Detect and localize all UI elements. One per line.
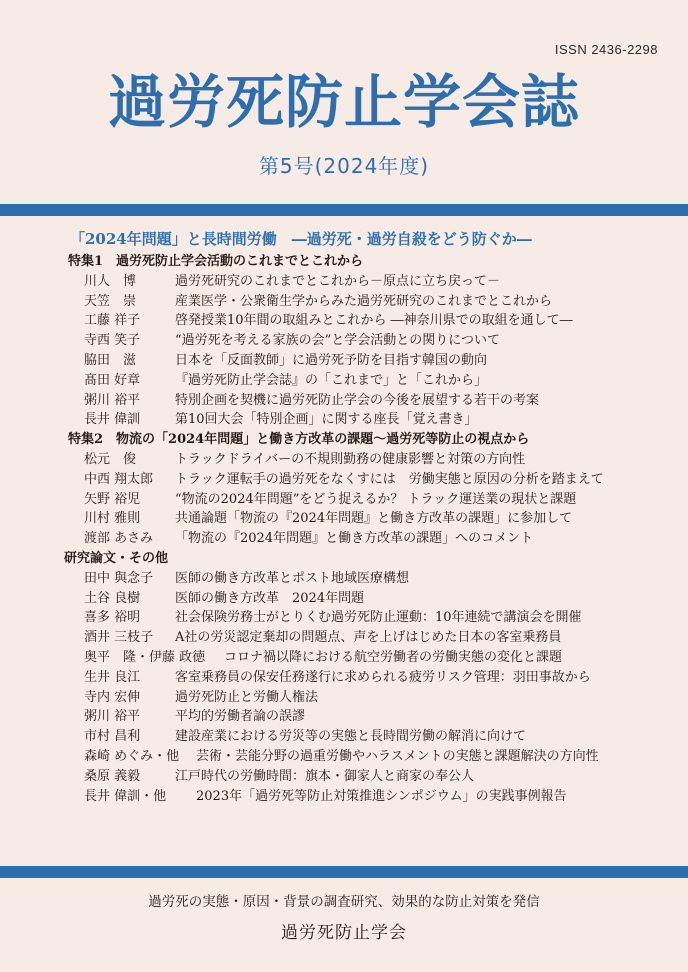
toc-item <box>60 292 670 312</box>
toc-article-title: 過労死研究のこれまでとこれから－原点に立ち戻って－ <box>175 273 501 289</box>
toc-item <box>60 509 670 529</box>
toc-author: 渡部 あさみ <box>84 531 154 547</box>
top-divider-band <box>0 204 688 216</box>
section-heading-feature-2: 特集2 物流の「2024年問題」と働き方改革の課題～過労死等防止の視点から <box>68 432 530 448</box>
toc-article-title: トラックドライバーの不規則勤務の健康影響と対策の方向性 <box>175 451 526 467</box>
toc-item <box>60 410 670 430</box>
toc-author: 喜多 裕明 <box>84 610 141 626</box>
toc-author: 酒井 三枝子 <box>84 630 154 646</box>
toc-item <box>60 787 670 807</box>
toc-item <box>60 450 670 470</box>
toc-item <box>60 589 670 609</box>
toc-item <box>60 529 670 549</box>
toc-article-title: “物流の2024年問題”をどう捉えるか？ トラック運送業の現状と課題 <box>175 491 577 507</box>
toc-article-title: 日本を「反面教師」に過労死予防を目指す韓国の動向 <box>175 352 488 368</box>
toc-author: 市村 昌利 <box>84 729 141 745</box>
toc-article-title: 医師の働き方改革とポスト地域医療構想 <box>175 570 410 586</box>
toc-item <box>60 688 670 708</box>
toc-author: 長井 偉訓 <box>84 412 141 428</box>
toc-article-title: 建設産業における労災等の実態と長時間労働の解消に向けて <box>175 729 527 745</box>
toc-article-title: 共通論題「物流の『2024年問題』と働き方改革の課題」に参加して <box>175 511 573 527</box>
toc-item <box>60 628 670 648</box>
toc-item <box>60 569 670 589</box>
toc-article-title: 産業医学・公衆衛生学からみた過労死研究のこれまでとこれから <box>175 293 553 309</box>
toc-article-title: 医師の働き方改革 2024年問題 <box>175 590 365 606</box>
toc-author: 森崎 めぐみ・他 <box>84 748 180 764</box>
toc-author: 粥川 裕平 <box>84 709 141 725</box>
toc-author: 松元 俊 <box>84 451 137 467</box>
toc-article-title: 過労死防止と労働人権法 <box>175 689 319 705</box>
toc-author: 中西 翔太郎 <box>84 471 154 487</box>
feature-headline: 「2024年問題」と長時間労働 ―過労死・過労自殺をどう防ぐか― <box>70 230 532 248</box>
issue-number: 第5号(2024年度) <box>258 154 430 178</box>
toc-item <box>60 470 670 490</box>
toc-article-title: 2023年「過労死等防止対策推進シンポジウム」の実践事例報告 <box>196 788 567 804</box>
toc-author: 生井 良江 <box>84 669 141 685</box>
section-heading-research: 研究論文・その他 <box>64 550 169 566</box>
toc-author: 矢野 裕児 <box>84 491 141 507</box>
toc-article-title: 社会保険労務士がとりくむ過労死防止運動：10年連続で講演会を開催 <box>175 610 582 626</box>
toc-author: 田中 與念子 <box>84 570 154 586</box>
toc-article-title: A社の労災認定棄却の問題点、声を上げはじめた日本の客室乗務員 <box>175 630 562 646</box>
toc-author: 粥川 裕平 <box>84 392 141 408</box>
toc-item <box>60 707 670 727</box>
toc-item <box>60 648 670 668</box>
toc-author: 寺内 宏伸 <box>84 689 141 705</box>
toc-article-title: 第10回大会「特別企画」に関する座長「覚え書き」 <box>175 412 478 428</box>
toc-item <box>60 727 670 747</box>
toc-author: 桑原 義毅 <box>84 768 141 784</box>
toc-item <box>60 272 670 292</box>
toc-author: 髙田 好章 <box>84 372 141 388</box>
toc-article-title: 客室乗務員の保安任務遂行に求められる疲労リスク管理：羽田事故から <box>175 669 591 685</box>
toc-author: 川村 雅則 <box>84 511 141 527</box>
toc-article-title: 芸術・芸能分野の過重労働やハラスメントの実態と課題解決の方向性 <box>196 748 599 764</box>
footer-tagline: 過労死の実態・原因・背景の調査研究、効果的な防止対策を発信 <box>148 894 540 910</box>
bottom-divider-band <box>0 866 688 878</box>
toc-article-title: 江戸時代の労働時間：旗本・御家人と商家の奉公人 <box>175 768 475 784</box>
toc-article-title: 平均的労働者論の誤謬 <box>175 709 306 725</box>
toc-author: 川人 博 <box>84 273 137 289</box>
toc-article-title: 啓発授業10年間の取組みとこれから ―神奈川県での取組を通して― <box>175 313 573 329</box>
toc-author: 奥平 隆・伊藤 政徳 <box>84 649 206 665</box>
toc-item <box>60 391 670 411</box>
toc-item <box>60 351 670 371</box>
toc-article-title: 特別企画を契機に過労死防止学会の今後を展望する若干の考案 <box>175 392 540 408</box>
toc-author: 長井 偉訓・他 <box>84 788 167 804</box>
table-of-contents <box>60 226 670 806</box>
toc-item <box>60 747 670 767</box>
toc-item <box>60 668 670 688</box>
publisher-name: 過労死防止学会 <box>281 923 407 943</box>
journal-title: 過労死防止学会誌 <box>107 68 580 136</box>
toc-article-title: “過労死を考える家族の会”と学会活動との関りについて <box>175 333 501 349</box>
issn-number: ISSN 2436-2298 <box>554 42 658 57</box>
toc-item <box>60 767 670 787</box>
toc-author: 土谷 良樹 <box>84 590 141 606</box>
toc-item <box>60 311 670 331</box>
toc-author: 工藤 祥子 <box>84 313 141 329</box>
toc-article-title: 『過労死防止学会誌』の「これまで」と「これから」 <box>175 372 488 388</box>
toc-author: 寺西 笑子 <box>84 333 141 349</box>
section-heading-feature-1: 特集1 過労死防止学会活動のこれまでとこれから <box>68 254 364 269</box>
toc-author: 天笠 崇 <box>84 293 137 309</box>
toc-article-title: 「物流の『2024年問題』と働き方改革の課題」へのコメント <box>175 531 534 547</box>
toc-article-title: コロナ禍以降における航空労働者の労働実態の変化と課題 <box>224 649 563 665</box>
toc-item <box>60 608 670 628</box>
toc-author: 脇田 滋 <box>84 352 137 368</box>
toc-item <box>60 331 670 351</box>
toc-article-title: トラック運転手の過労死をなくすには 労働実態と原因の分析を踏まえて <box>175 471 604 487</box>
toc-item <box>60 490 670 510</box>
toc-item <box>60 371 670 391</box>
